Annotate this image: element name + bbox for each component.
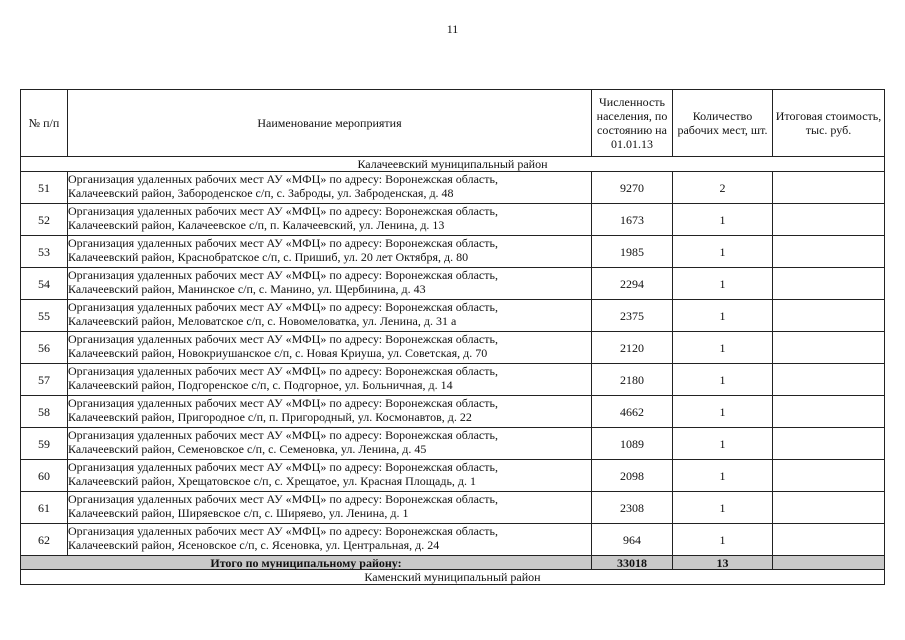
measures-table [20,89,885,585]
row-num: 54 [21,268,68,300]
row-name-line1: Организация удаленных рабочих мест АУ «МФЦ» по адресу: Воронежская область, [68,428,498,442]
row-cost [773,204,885,236]
row-name-line1: Организация удаленных рабочих мест АУ «МФЦ» по адресу: Воронежская область, [68,236,498,250]
row-name [68,460,592,492]
section-title: Калачеевский муниципальный район [21,157,885,172]
row-num: 59 [21,428,68,460]
row-workplaces: 1 [673,332,773,364]
row-population: 2375 [592,300,673,332]
row-cost [773,332,885,364]
row-workplaces: 1 [673,460,773,492]
row-name [68,268,592,300]
row-num: 60 [21,460,68,492]
row-population: 1673 [592,204,673,236]
row-workplaces: 1 [673,268,773,300]
row-name-line2: Калачеевский район, Забороденское с/п, с. Заброды, ул. Заброденская, д. 48 [68,186,454,200]
row-name-line2: Калачеевский район, Меловатское с/п, с. Новомеловатка, ул. Ленина, д. 31 а [68,314,457,328]
row-name [68,524,592,556]
row-name-line2: Калачеевский район, Хрещатовское с/п, с. Хрещатое, ул. Красная Площадь, д. 1 [68,474,477,488]
row-population: 2180 [592,364,673,396]
total-cost [773,556,885,570]
row-cost [773,492,885,524]
row-name-line1: Организация удаленных рабочих мест АУ «МФЦ» по адресу: Воронежская область, [68,524,498,538]
row-name-line2: Калачеевский район, Краснобратское с/п, с. Пришиб, ул. 20 лет Октября, д. 80 [68,250,469,264]
row-name [68,236,592,268]
row-population: 4662 [592,396,673,428]
row-cost [773,364,885,396]
row-num: 51 [21,172,68,204]
row-name-line1: Организация удаленных рабочих мест АУ «МФЦ» по адресу: Воронежская область, [68,172,498,186]
row-workplaces: 1 [673,204,773,236]
row-name-line2: Калачеевский район, Ширяевское с/п, с. Ширяево, ул. Ленина, д. 1 [68,506,409,520]
row-workplaces: 1 [673,524,773,556]
row-name-line2: Калачеевский район, Калачеевское с/п, п. Калачеевский, ул. Ленина, д. 13 [68,218,445,232]
row-cost [773,268,885,300]
header-name: Наименование мероприятия [68,90,592,157]
table-row [21,204,885,236]
row-workplaces: 1 [673,236,773,268]
row-workplaces: 2 [673,172,773,204]
header-cost: Итоговая стоимость, тыс. руб. [773,90,885,157]
row-num: 58 [21,396,68,428]
row-cost [773,236,885,268]
row-name-line2: Калачеевский район, Подгоренское с/п, с. Подгорное, ул. Больничная, д. 14 [68,378,453,392]
row-num: 53 [21,236,68,268]
row-workplaces: 1 [673,396,773,428]
row-population: 9270 [592,172,673,204]
row-workplaces: 1 [673,428,773,460]
row-name-line1: Организация удаленных рабочих мест АУ «МФЦ» по адресу: Воронежская область, [68,460,498,474]
row-population: 964 [592,524,673,556]
row-workplaces: 1 [673,364,773,396]
header-num: № п/п [21,90,68,157]
row-cost [773,396,885,428]
table-row [21,524,885,556]
header-population: Численность населения, по состоянию на 01.01.13 [592,90,673,157]
row-population: 2120 [592,332,673,364]
row-cost [773,172,885,204]
row-name-line1: Организация удаленных рабочих мест АУ «МФЦ» по адресу: Воронежская область, [68,364,498,378]
total-label: Итого по муниципальному району: [21,556,592,570]
row-num: 55 [21,300,68,332]
total-population: 33018 [592,556,673,570]
section-row-kalach [21,157,885,172]
row-population: 1985 [592,236,673,268]
row-name [68,364,592,396]
row-name [68,428,592,460]
row-name-line2: Калачеевский район, Пригородное с/п, п. Пригородный, ул. Космонавтов, д. 22 [68,410,472,424]
row-num: 57 [21,364,68,396]
table-header-row [21,90,885,157]
row-name [68,172,592,204]
table-row [21,332,885,364]
row-name-line2: Калачеевский район, Ясеновское с/п, с. Ясеновка, ул. Центральная, д. 24 [68,538,440,552]
row-cost [773,428,885,460]
table-row [21,268,885,300]
row-name-line1: Организация удаленных рабочих мест АУ «МФЦ» по адресу: Воронежская область, [68,396,498,410]
row-name-line1: Организация удаленных рабочих мест АУ «МФЦ» по адресу: Воронежская область, [68,492,498,506]
section-title: Каменский муниципальный район [21,570,885,585]
total-workplaces: 13 [673,556,773,570]
page-number: 11 [446,22,459,36]
row-num: 62 [21,524,68,556]
table-row [21,396,885,428]
table-row [21,492,885,524]
row-name-line1: Организация удаленных рабочих мест АУ «МФЦ» по адресу: Воронежская область, [68,268,498,282]
row-name [68,332,592,364]
row-population: 2308 [592,492,673,524]
row-name [68,396,592,428]
table-row [21,460,885,492]
table-row [21,300,885,332]
table-row [21,364,885,396]
row-name [68,492,592,524]
row-population: 1089 [592,428,673,460]
table-row [21,172,885,204]
section-row-kamenka [21,570,885,585]
row-cost [773,300,885,332]
row-name-line1: Организация удаленных рабочих мест АУ «МФЦ» по адресу: Воронежская область, [68,300,498,314]
row-cost [773,460,885,492]
row-name-line2: Калачеевский район, Манинское с/п, с. Манино, ул. Щербинина, д. 43 [68,282,426,296]
total-row [21,556,885,570]
row-cost [773,524,885,556]
row-num: 61 [21,492,68,524]
row-name-line1: Организация удаленных рабочих мест АУ «МФЦ» по адресу: Воронежская область, [68,332,498,346]
row-workplaces: 1 [673,492,773,524]
row-population: 2098 [592,460,673,492]
row-name [68,300,592,332]
row-workplaces: 1 [673,300,773,332]
row-num: 56 [21,332,68,364]
table-row [21,428,885,460]
row-name-line1: Организация удаленных рабочих мест АУ «МФЦ» по адресу: Воронежская область, [68,204,498,218]
row-population: 2294 [592,268,673,300]
row-num: 52 [21,204,68,236]
row-name-line2: Калачеевский район, Новокриушанское с/п, с. Новая Криуша, ул. Советская, д. 70 [68,346,488,360]
header-workplaces: Количество рабочих мест, шт. [673,90,773,157]
row-name-line2: Калачеевский район, Семеновское с/п, с. Семеновка, ул. Ленина, д. 45 [68,442,427,456]
row-name [68,204,592,236]
table-row [21,236,885,268]
